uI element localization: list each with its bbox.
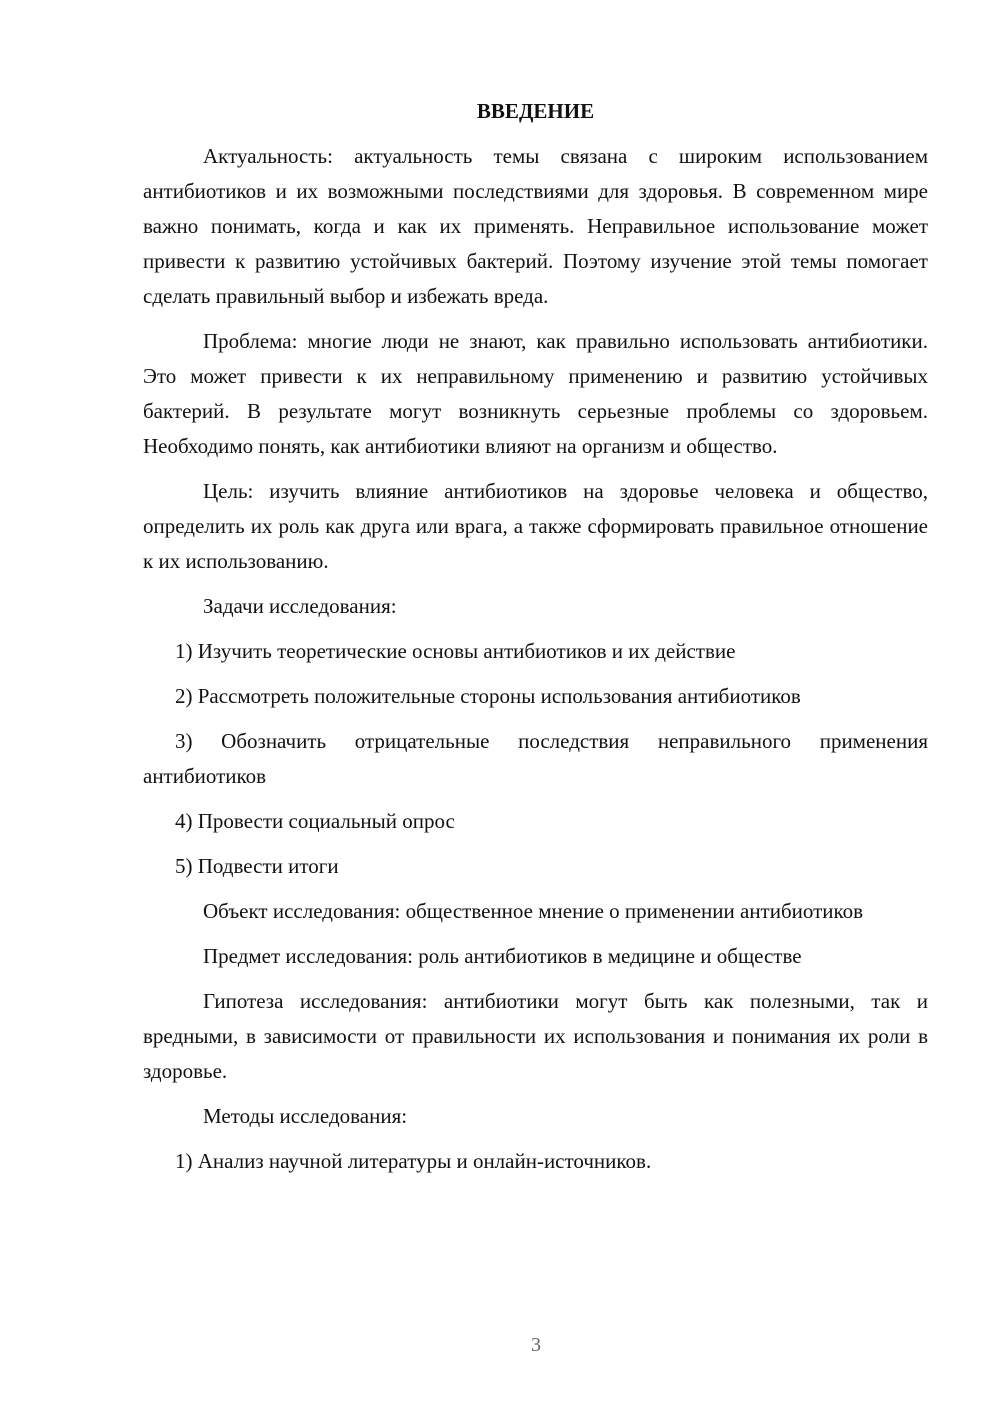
tasks-heading: Задачи исследования:: [203, 594, 397, 618]
method-item-1: 1) Анализ научной литературы и онлайн-источников.: [175, 1149, 652, 1173]
page-content: [143, 94, 928, 1189]
paragraph-hypothesis: Гипотеза исследования: антибиотики могут быть как полезными, так и вредными, в зависимости от правильности их использования и понимания их роли в здоровье.: [143, 989, 928, 1083]
task-item-1: 1) Изучить теоретические основы антибиотиков и их действие: [175, 639, 736, 663]
page-number: 3: [531, 1334, 541, 1356]
paragraph-relevance: Актуальность: актуальность темы связана с широким использованием антибиотиков и их возможными последствиями для здоровья. В современном мире важно понимать, когда и как их применять. Неправильное использование может привести к развитию устойчивых бактерий. Поэтому изучение этой темы помогает сделать правильный выбор и избежать вреда.: [143, 144, 928, 308]
paragraph-problem: Проблема: многие люди не знают, как правильно использовать антибиотики. Это может привести к их неправильному применению и развитию устойчивых бактерий. В результате могут возникнуть серьезные проблемы со здоровьем. Необходимо понять, как антибиотики влияют на организм и общество.: [143, 329, 928, 458]
task-item-4: 4) Провести социальный опрос: [175, 809, 455, 833]
task-item-2: 2) Рассмотреть положительные стороны использования антибиотиков: [175, 684, 801, 708]
methods-heading: Методы исследования:: [203, 1104, 408, 1128]
task-item-5: 5) Подвести итоги: [175, 854, 339, 878]
task-item-3: 3) Обозначить отрицательные последствия неправильного применения антибиотиков: [143, 729, 928, 788]
paragraph-goal: Цель: изучить влияние антибиотиков на здоровье человека и общество, определить их роль как друга или врага, а также сформировать правильное отношение к их использованию.: [143, 479, 928, 573]
paragraph-subject: Предмет исследования: роль антибиотиков в медицине и обществе: [203, 944, 802, 968]
section-title: ВВЕДЕНИЕ: [476, 99, 595, 123]
paragraph-object: Объект исследования: общественное мнение о применении антибиотиков: [203, 899, 864, 923]
